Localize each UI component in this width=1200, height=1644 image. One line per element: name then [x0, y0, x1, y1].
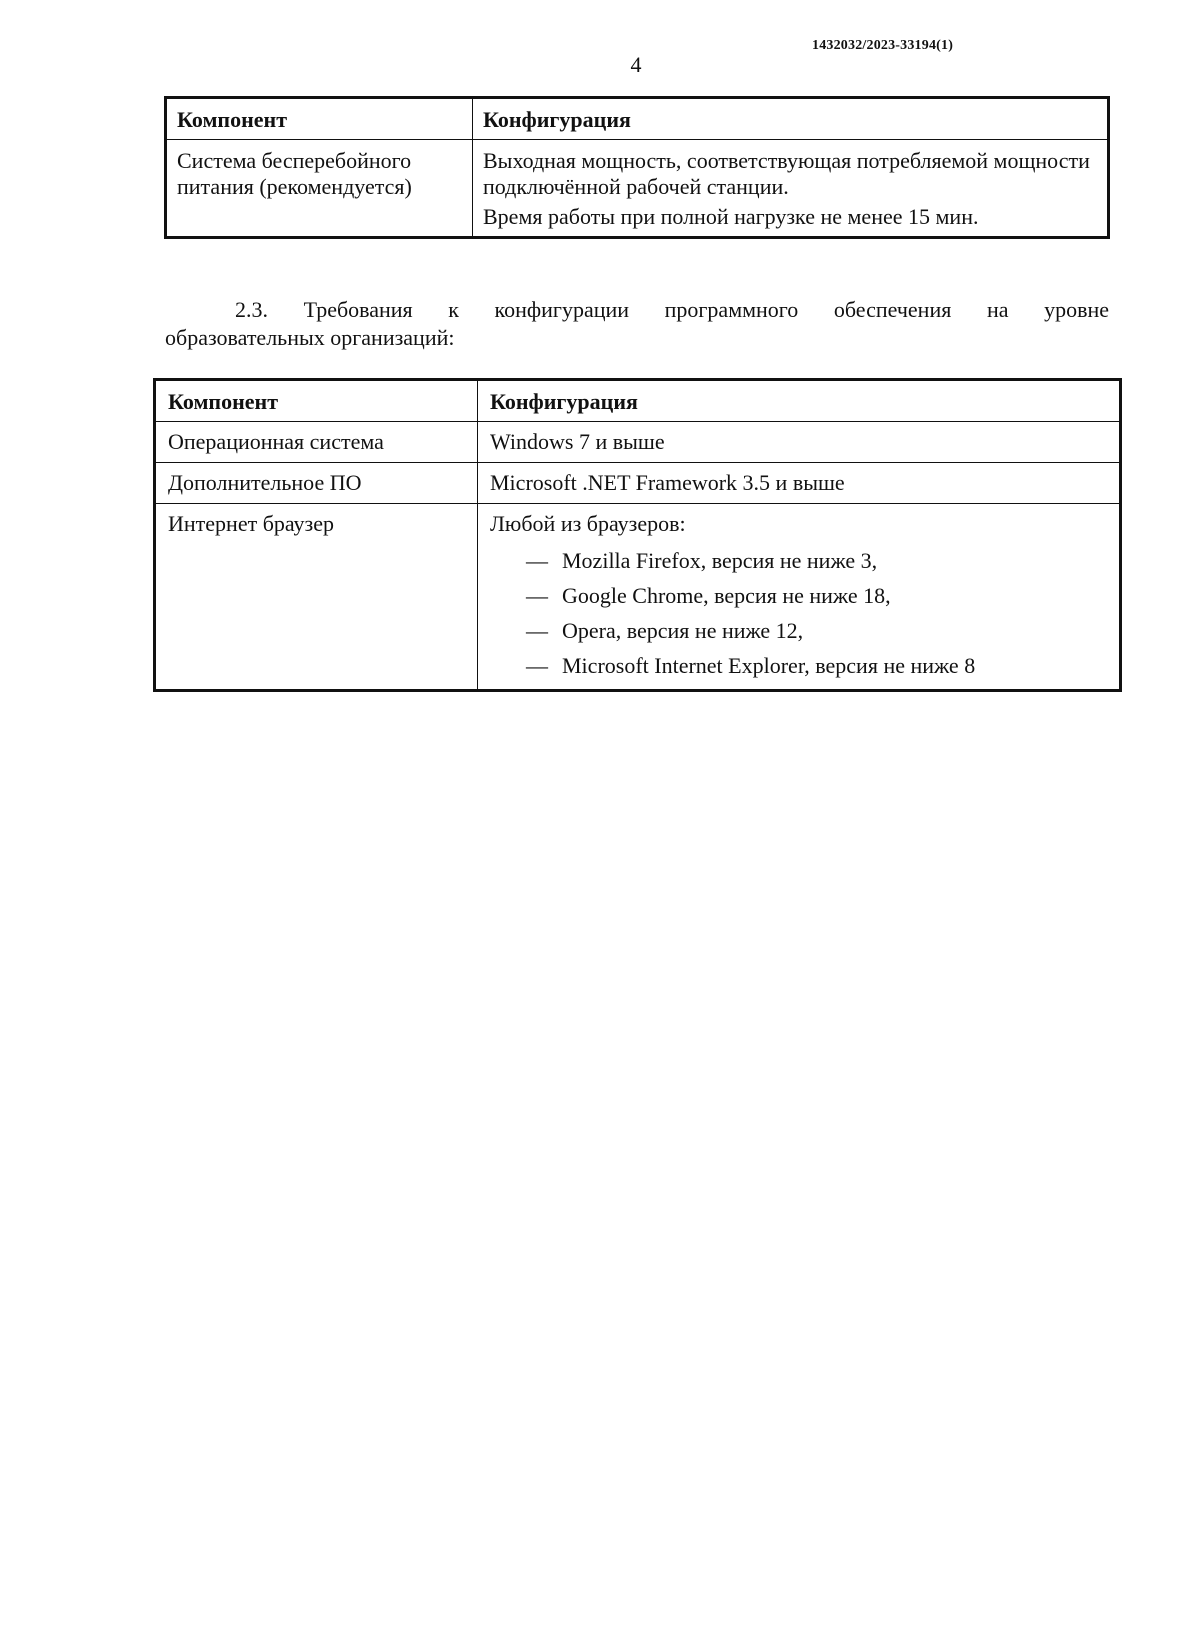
component-cell: Интернет браузер [155, 504, 478, 691]
dash-bullet: — [526, 653, 548, 678]
configuration-cell: Windows 7 и выше [478, 422, 1121, 463]
table-row [155, 422, 1121, 463]
column-header-configuration: Конфигурация [473, 98, 1109, 140]
configuration-cell: Microsoft .NET Framework 3.5 и выше [478, 463, 1121, 504]
table-row [155, 504, 1121, 691]
browser-item: Google Chrome, версия не ниже 18, [562, 583, 891, 608]
section-number: 2.3. [235, 297, 268, 322]
table-row [155, 463, 1121, 504]
component-cell: Операционная система [155, 422, 478, 463]
table-row [166, 140, 1109, 238]
software-config-table [153, 378, 1122, 692]
list-item [526, 543, 1107, 578]
configuration-line: Время работы при полной нагрузке не менее 15 мин. [483, 204, 979, 229]
document-number: 1432032/2023-33194(1) [812, 38, 954, 53]
hardware-config-table [164, 96, 1110, 239]
table-header-row [155, 380, 1121, 422]
component-cell: Система бесперебойного питания (рекомендуется) [166, 140, 473, 238]
dash-bullet: — [526, 618, 548, 643]
dash-bullet: — [526, 583, 548, 608]
section-heading-line [165, 296, 1109, 324]
configuration-cell [478, 504, 1121, 691]
browser-intro: Любой из браузеров: [490, 511, 686, 536]
table-header-row [166, 98, 1109, 140]
list-item [526, 613, 1107, 648]
configuration-line: Выходная мощность, соответствующая потребляемой мощности подключённой рабочей станции. [483, 148, 1090, 199]
column-header-component: Компонент [166, 98, 473, 140]
list-item [526, 648, 1107, 683]
section-text-line2: образовательных организаций: [165, 325, 455, 350]
browser-item: Microsoft Internet Explorer, версия не ниже 8 [562, 653, 976, 678]
configuration-cell [473, 140, 1109, 238]
dash-bullet: — [526, 548, 548, 573]
list-item [526, 578, 1107, 613]
column-header-configuration: Конфигурация [478, 380, 1121, 422]
browser-item: Opera, версия не ниже 12, [562, 618, 804, 643]
section-paragraph [165, 296, 1109, 352]
page-number: 4 [630, 52, 642, 77]
browser-item: Mozilla Firefox, версия не ниже 3, [562, 548, 878, 573]
section-text-line1: Требования к конфигурации программного обеспечения на уровне [303, 297, 1109, 322]
column-header-component: Компонент [155, 380, 478, 422]
component-cell: Дополнительное ПО [155, 463, 478, 504]
browser-list [490, 543, 1107, 683]
